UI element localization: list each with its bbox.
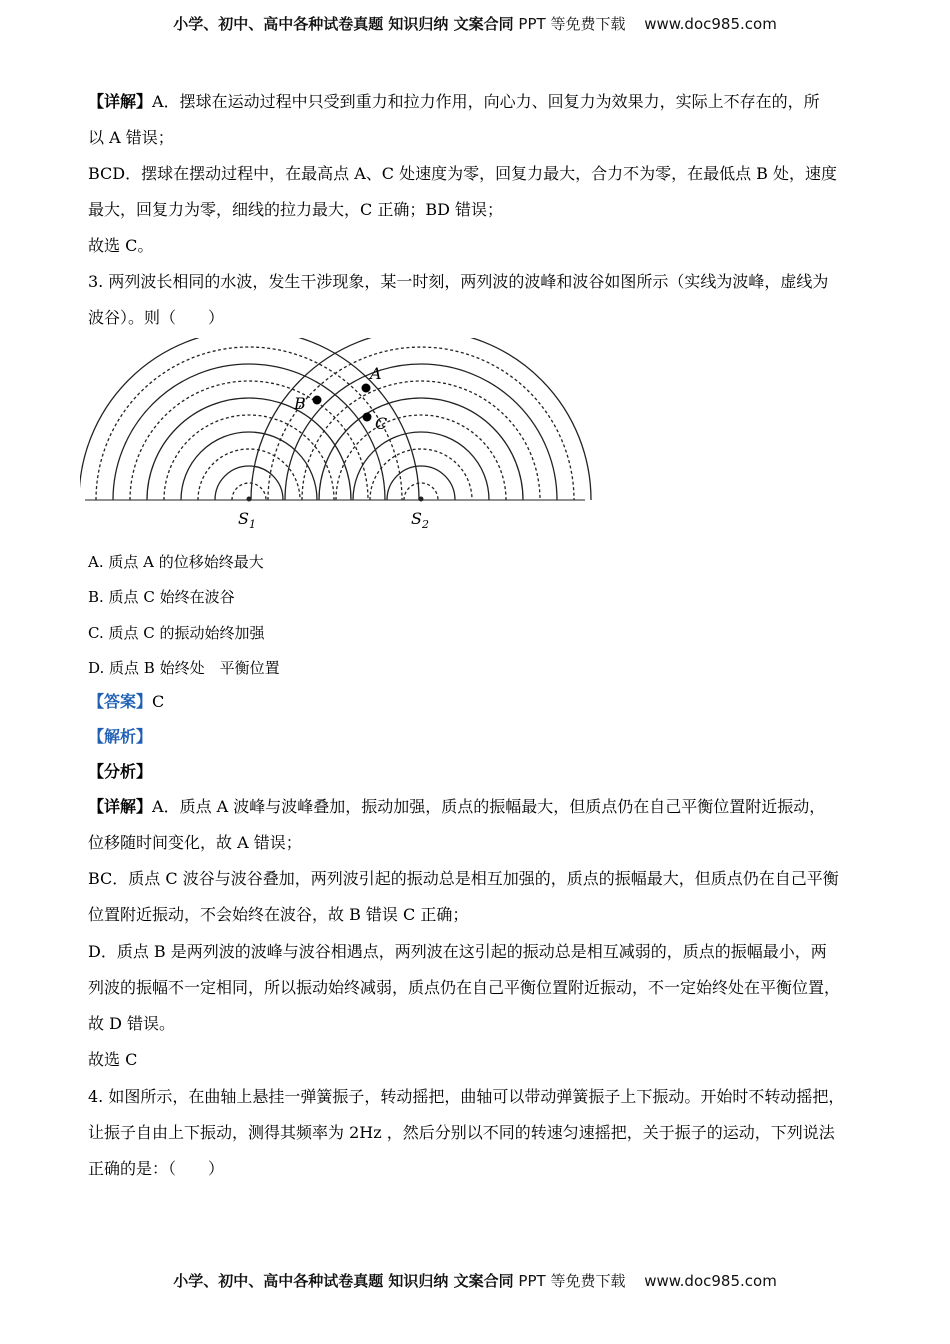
label-c: C bbox=[375, 414, 388, 433]
q4-stem3: 正确的是：（ ） bbox=[88, 1159, 225, 1178]
footer-ppt: PPT 等免费下载 bbox=[518, 1272, 626, 1290]
analysis-tag: 【解析】 bbox=[88, 727, 153, 746]
q3-detail-a2: 位移随时间变化，故 A 错误； bbox=[88, 833, 302, 852]
q3-stem1: 3. 两列波长相同的水波，发生干涉现象，某一时刻，两列波的波峰和波谷如图所示（实线为波峰，虚线为 bbox=[88, 272, 829, 291]
q2-detail-a-line1 bbox=[88, 92, 868, 112]
fenxi-tag: 【分析】 bbox=[88, 762, 153, 781]
q3-stem2: 波谷）。则（ ） bbox=[88, 308, 225, 327]
crest-arc-s2 bbox=[251, 338, 591, 500]
q4-stem1: 4. 如图所示，在曲轴上悬挂一弹簧振子，转动摇把，曲轴可以带动弹簧振子上下振动。开始时不转动摇把， bbox=[88, 1087, 845, 1106]
q2-conclusion: 故选 C。 bbox=[88, 236, 154, 255]
header-banner bbox=[0, 13, 950, 34]
q4-stem2: 让振子自由上下振动，测得其频率为 2Hz ，然后分别以不同的转速匀速摇把，关于振子的运动，下列说法 bbox=[88, 1123, 835, 1142]
q3-analysis-line bbox=[88, 727, 868, 747]
q3-detail-d1: D．质点 B 是两列波的波峰与波谷相遇点，两列波在这引起的振动总是相互减弱的，质点的振幅最小，两 bbox=[88, 942, 827, 961]
trough-arc-s1 bbox=[164, 415, 334, 500]
q3-option-a[interactable]: A. 质点 A 的位移始终最大 bbox=[88, 553, 264, 571]
q3-answer-line bbox=[88, 692, 868, 712]
q2-detail-bcd2: 最大，回复力为零，细线的拉力最大，C 正确；BD 错误； bbox=[88, 200, 504, 219]
label-s1: $S_1$ bbox=[238, 509, 256, 531]
label-b: B bbox=[294, 394, 306, 413]
footer-text: 小学、初中、高中各种试卷真题 知识归纳 文案合同 bbox=[173, 1272, 514, 1290]
crest-arc-s2 bbox=[387, 466, 455, 500]
q3-detail-bc2: 位置附近振动，不会始终在波谷，故 B 错误 C 正确； bbox=[88, 905, 469, 924]
q3-detail-d2: 列波的振幅不一定相同，所以振动始终减弱，质点仍在自己平衡位置附近振动，不一定始终处在平衡位置， bbox=[88, 978, 841, 997]
wave-circles bbox=[80, 338, 591, 500]
q2-detail-a2: 以 A 错误； bbox=[88, 128, 174, 147]
q2-detail-a1: A．摆球在运动过程中只受到重力和拉力作用，向心力、回复力为效果力，实际上不存在的，所 bbox=[152, 92, 820, 111]
footer-banner bbox=[0, 1270, 950, 1291]
trough-arc-s2 bbox=[336, 415, 506, 500]
banner-text: 小学、初中、高中各种试卷真题 知识归纳 文案合同 bbox=[173, 15, 514, 33]
answer-tag: 【答案】 bbox=[88, 692, 153, 711]
q3-conclusion: 故选 C bbox=[88, 1050, 138, 1069]
q3-option-b[interactable]: B. 质点 C 始终在波谷 bbox=[88, 588, 235, 606]
q3-detail-d3: 故 D 错误。 bbox=[88, 1014, 176, 1033]
source-s1-dot bbox=[247, 497, 252, 502]
point-b-dot bbox=[313, 396, 322, 405]
q3-option-c[interactable]: C. 质点 C 的振动始终加强 bbox=[88, 624, 265, 642]
point-c-dot bbox=[363, 413, 372, 422]
q3-detail-bc1: BC．质点 C 波谷与波谷叠加，两列波引起的振动总是相互加强的，质点的振幅最大，但质点仍在自己平衡 bbox=[88, 869, 839, 888]
label-a: A bbox=[370, 364, 382, 383]
interference-figure bbox=[80, 338, 600, 538]
footer-url[interactable]: www.doc985.com bbox=[644, 1272, 777, 1290]
point-a-dot bbox=[362, 384, 371, 393]
source-s2-dot bbox=[419, 497, 424, 502]
crest-arc-s1 bbox=[215, 466, 283, 500]
q3-detail-a-line1 bbox=[88, 797, 868, 817]
q2-detail-tag: 【详解】 bbox=[88, 92, 153, 111]
q2-detail-bcd1: BCD．摆球在摆动过程中，在最高点 A、C 处速度为零，回复力最大，合力不为零，在最低点 B 处，速度 bbox=[88, 164, 838, 183]
answer-value: C bbox=[152, 692, 165, 711]
banner-url[interactable]: www.doc985.com bbox=[644, 15, 777, 33]
banner-ppt: PPT 等免费下载 bbox=[518, 15, 626, 33]
q3-detail-tag: 【详解】 bbox=[88, 797, 153, 816]
q3-detail-a1: A．质点 A 波峰与波峰叠加，振动加强，质点的振幅最大，但质点仍在自己平衡位置附近振动， bbox=[152, 797, 826, 816]
label-s2: $S_2$ bbox=[411, 509, 429, 531]
q3-option-d[interactable]: D. 质点 B 始终处 平衡位置 bbox=[88, 659, 280, 677]
q3-fenxi-line bbox=[88, 762, 868, 782]
